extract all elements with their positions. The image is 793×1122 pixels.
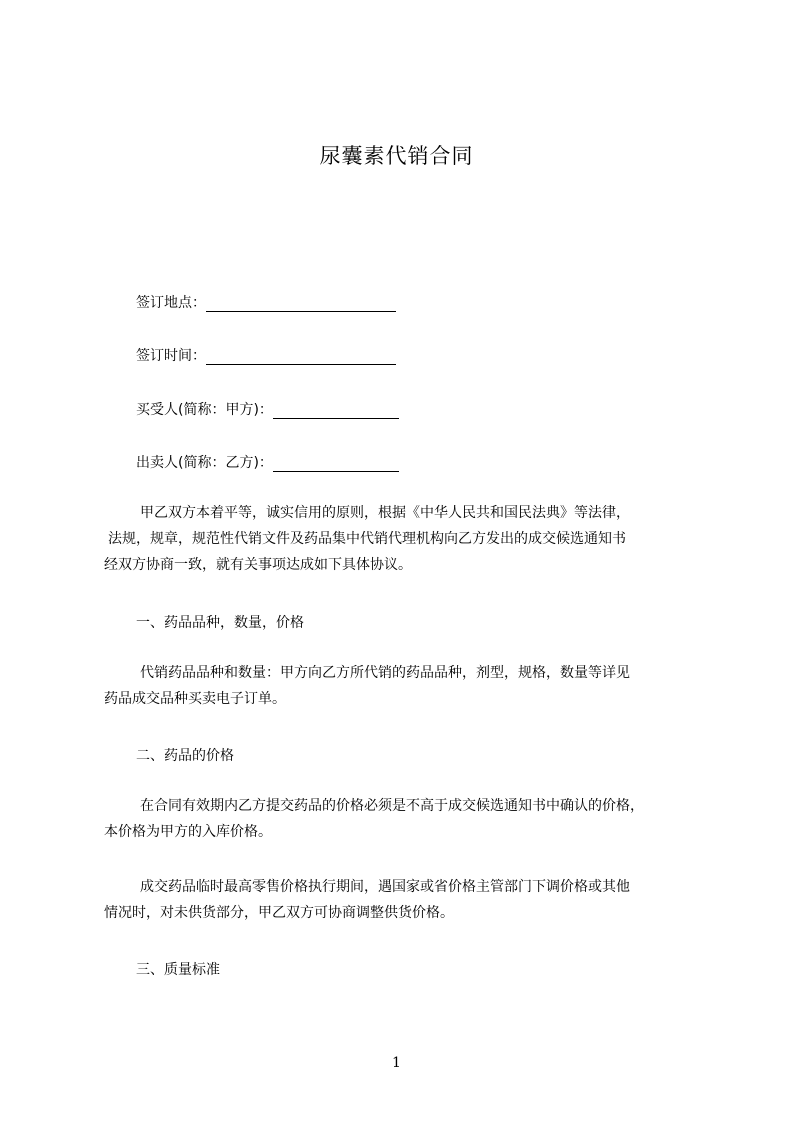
seller-blank[interactable] — [273, 457, 399, 472]
section-1-line: 代销药品品种和数量：甲方向乙方所代销的药品品种，剂型，规格，数量等详见 — [140, 665, 630, 681]
signing-time-blank[interactable] — [206, 350, 396, 365]
signing-time-label: 签订时间： — [136, 348, 206, 364]
section-2-line: 在合同有效期内乙方提交药品的价格必须是不高于成交候选通知书中确认的价格， — [140, 798, 644, 814]
section-3-heading: 三、质量标准 — [136, 962, 220, 978]
section-2-paragraph-2 — [104, 874, 704, 926]
signing-place-blank[interactable] — [206, 297, 396, 312]
buyer-field — [136, 399, 399, 419]
intro-line: 法规，规章，规范性代销文件及药品集中代销代理机构向乙方发出的成交候选通知书 — [108, 531, 626, 547]
signing-place-field — [136, 292, 396, 312]
document-title: 尿囊素代销合同 — [319, 144, 474, 168]
signing-place-label: 签订地点： — [136, 295, 206, 311]
section-2-line: 成交药品临时最高零售价格执行期间，遇国家或省价格主管部门下调价格或其他 — [140, 879, 630, 895]
seller-label: 出卖人(简称：乙方)： — [136, 455, 273, 471]
buyer-label: 买受人(简称：甲方)： — [136, 402, 273, 418]
section-2-paragraph-1 — [104, 793, 704, 845]
intro-paragraph — [104, 500, 704, 578]
signing-time-field — [136, 345, 396, 365]
section-2-line: 情况时，对未供货部分，甲乙双方可协商调整供货价格。 — [104, 905, 454, 921]
section-2-heading: 二、药品的价格 — [136, 748, 234, 764]
seller-field — [136, 452, 399, 472]
section-1-heading: 一、药品品种，数量，价格 — [136, 615, 304, 631]
section-1-line: 药品成交品种买卖电子订单。 — [104, 691, 286, 707]
intro-line: 经双方协商一致，就有关事项达成如下具体协议。 — [104, 557, 412, 573]
section-1-paragraph — [104, 660, 704, 712]
buyer-blank[interactable] — [273, 404, 399, 419]
page-number: 1 — [392, 1055, 401, 1071]
section-2-line: 本价格为甲方的入库价格。 — [104, 824, 272, 840]
intro-line: 甲乙双方本着平等，诚实信用的原则，根据《中华人民共和国民法典》等法律， — [140, 505, 630, 521]
